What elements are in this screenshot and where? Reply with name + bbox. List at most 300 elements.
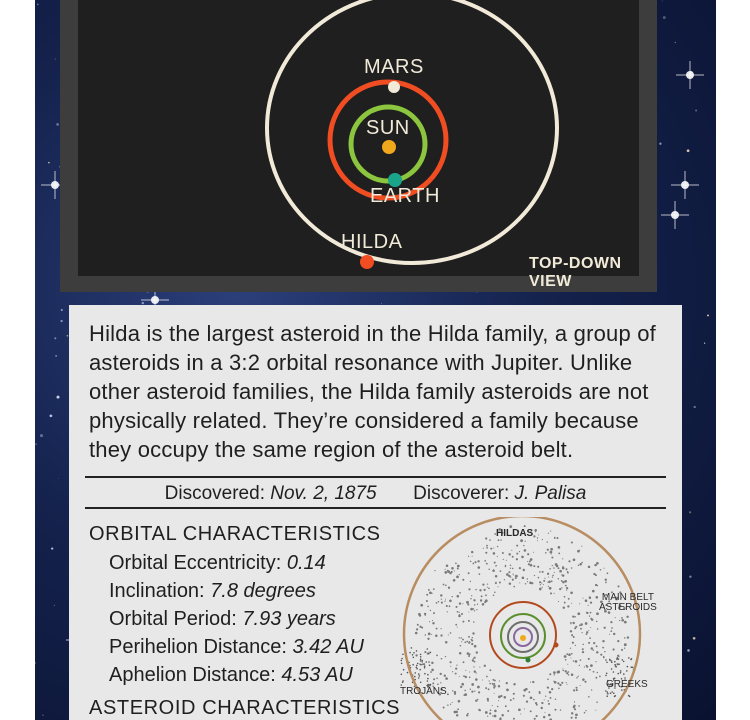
asteroid-dot — [489, 539, 491, 541]
asteroid-dot — [571, 712, 573, 714]
asteroid-dot — [551, 580, 553, 582]
sun-dot — [382, 140, 396, 154]
asteroid-dot — [454, 693, 456, 695]
asteroid-dot — [486, 545, 488, 547]
asteroid-dot — [563, 668, 564, 669]
asteroid-dot — [512, 579, 514, 581]
asteroid-dot — [535, 531, 536, 532]
star — [36, 444, 37, 445]
asteroid-dot — [554, 593, 555, 594]
asteroid-dot — [436, 654, 438, 656]
asteroid-dot — [441, 602, 443, 604]
asteroid-dot — [477, 560, 479, 562]
asteroid-dot — [585, 710, 586, 711]
trojan-dot — [606, 695, 608, 697]
trojan-dot — [417, 663, 419, 665]
asteroid-dot — [557, 671, 560, 674]
asteroid-dot — [526, 700, 528, 702]
asteroid-dot — [540, 584, 541, 585]
trojan-dot — [627, 666, 629, 668]
asteroid-dot — [588, 696, 590, 698]
asteroid-dot — [500, 539, 502, 541]
asteroid-dot — [470, 688, 471, 689]
asteroid-dot — [520, 539, 523, 542]
asteroid-dot — [566, 587, 568, 589]
star — [51, 548, 53, 550]
trojan-dot — [620, 670, 622, 672]
earth-dot-small — [526, 658, 531, 663]
trojan-dot — [628, 695, 630, 697]
asteroid-dot — [624, 637, 625, 638]
star — [687, 649, 690, 652]
asteroid-dot — [530, 682, 531, 683]
star — [694, 406, 696, 408]
asteroid-dot — [513, 574, 514, 575]
trojan-dot — [429, 665, 431, 667]
trojan-dot — [402, 654, 404, 656]
star — [662, 0, 663, 1]
asteroid-dot — [621, 619, 624, 622]
asteroid-dot — [566, 672, 568, 674]
asteroid-dot — [432, 620, 433, 621]
asteroid-dot — [571, 673, 572, 674]
asteroid-dot — [579, 665, 580, 666]
asteroid-dot — [548, 580, 551, 583]
asteroid-dot — [589, 669, 591, 671]
star — [56, 396, 59, 399]
asteroid-dot — [447, 611, 448, 612]
star-spike — [661, 201, 689, 229]
asteroid-dot — [574, 616, 576, 618]
asteroid-dot — [464, 690, 466, 692]
divider-bottom — [85, 507, 666, 509]
asteroid-dot — [458, 700, 461, 703]
asteroid-dot — [551, 556, 553, 558]
asteroid-dot — [492, 705, 493, 706]
asteroid-dot — [443, 707, 445, 709]
asteroid-dot — [579, 603, 580, 604]
asteroid-dot — [555, 698, 556, 699]
asteroid-dot — [548, 714, 551, 717]
trojan-dot — [416, 668, 418, 670]
star — [54, 337, 56, 339]
asteroid-dot — [527, 561, 528, 562]
asteroid-dot — [445, 656, 446, 657]
asteroid-dot — [488, 688, 490, 690]
asteroid-dot — [591, 647, 594, 650]
asteroid-dot — [575, 645, 576, 646]
asteroid-dot — [550, 551, 553, 554]
asteroid-dot — [506, 560, 507, 561]
asteroid-dot — [459, 614, 460, 615]
asteroid-dot — [573, 558, 576, 561]
asteroid-dot — [485, 537, 487, 539]
star — [693, 637, 696, 640]
asteroid-dot — [624, 643, 627, 646]
asteroid-dot — [457, 627, 458, 628]
asteroid-dot — [603, 657, 605, 659]
asteroid-dot — [493, 683, 495, 685]
asteroid-dot — [581, 562, 583, 564]
asteroid-dot — [438, 601, 439, 602]
asteroid-dot — [494, 562, 496, 564]
trojan-dot — [418, 677, 420, 679]
mars-label: MARS — [364, 56, 424, 78]
asteroid-dot — [530, 564, 533, 567]
asteroid-dot — [449, 572, 451, 574]
asteroid-dot — [529, 560, 531, 562]
trojan-dot — [632, 667, 634, 669]
asteroid-dot — [515, 575, 518, 578]
asteroid-dot — [426, 600, 428, 602]
asteroid-dot — [450, 666, 451, 667]
asteroid-dot — [559, 588, 561, 590]
asteroid-dot — [468, 642, 470, 644]
asteroid-dot — [537, 537, 538, 538]
asteroid-dot — [590, 601, 592, 603]
asteroid-dot — [450, 600, 452, 602]
asteroid-dot — [578, 564, 580, 566]
asteroid-dot — [621, 649, 623, 651]
asteroid-dot — [575, 660, 578, 663]
star — [689, 576, 691, 578]
trojans-label: TROJANS — [400, 686, 447, 697]
asteroid-dot — [457, 708, 459, 710]
trojan-dot — [427, 674, 429, 676]
asteroid-dot — [560, 709, 561, 710]
asteroid-dot — [447, 693, 449, 695]
description-text: Hilda is the largest asteroid in the Hilda family, a group of asteroids in a 3:2 orbital resonance with Jupiter. Unlike other asteroid families, the Hilda family asteroids are not physically related. They’re considered a family because they occupy the same region of the asteroid belt. — [89, 321, 656, 462]
asteroid-dot — [456, 576, 459, 579]
asteroid-dot — [485, 594, 487, 596]
earth-label: EARTH — [370, 185, 440, 207]
asteroid-dot — [554, 572, 555, 573]
asteroid-dot — [470, 608, 473, 611]
asteroid-dot — [494, 693, 495, 694]
asteroid-dot — [619, 620, 620, 621]
asteroid-dot — [427, 606, 429, 608]
asteroid-dot — [574, 701, 575, 702]
asteroid-dot — [588, 630, 589, 631]
asteroid-dot — [562, 581, 564, 583]
asteroid-dot — [457, 565, 460, 568]
asteroid-dot — [464, 641, 466, 643]
asteroid-dot — [561, 574, 562, 575]
asteroid-dot — [550, 592, 552, 594]
asteroid-dot — [428, 589, 430, 591]
main-belt-label-line1: MAIN BELT — [601, 592, 654, 603]
asteroid-dot — [445, 641, 448, 644]
star — [704, 343, 705, 344]
asteroid-dot — [425, 614, 426, 615]
asteroid-dot — [557, 537, 559, 539]
asteroid-dot — [552, 575, 554, 577]
asteroid-dot — [428, 633, 431, 636]
asteroid-dot — [512, 556, 514, 558]
asteroid-dot — [571, 603, 572, 604]
asteroid-dot — [548, 533, 549, 534]
asteroid-dot — [443, 584, 445, 586]
trojan-dot — [414, 676, 416, 678]
asteroid-dot — [498, 700, 499, 701]
divider-top — [85, 476, 666, 478]
trojan-dot — [623, 673, 625, 675]
asteroid-dot — [591, 690, 592, 691]
asteroid-dot — [432, 622, 434, 624]
asteroid-dot — [455, 668, 457, 670]
asteroid-dot — [605, 690, 607, 692]
asteroid-dot — [607, 572, 609, 574]
asteroid-dot — [498, 685, 500, 687]
asteroid-dot — [479, 589, 481, 591]
asteroid-dot — [547, 549, 549, 551]
asteroid-dot — [561, 587, 562, 588]
asteroid-dot — [617, 655, 619, 657]
asteroid-dot — [473, 666, 474, 667]
asteroid-dot — [570, 648, 571, 649]
asteroid-dot — [528, 563, 530, 565]
asteroid-dot — [479, 667, 480, 668]
asteroid-dot — [544, 578, 545, 579]
asteroid-dot — [570, 592, 573, 595]
asteroid-dot — [610, 621, 612, 623]
asteroid-dot — [433, 612, 435, 614]
asteroid-dot — [468, 655, 470, 657]
asteroid-dot — [589, 615, 590, 616]
asteroid-dot — [507, 710, 509, 712]
orbital-value: 4.53 AU — [281, 664, 353, 686]
discovery-row — [69, 483, 682, 505]
asteroid-dot — [565, 659, 567, 661]
trojan-dot — [427, 678, 429, 680]
orbital-row — [109, 608, 336, 631]
asteroid-dot — [475, 699, 477, 701]
asteroid-dot — [561, 580, 563, 582]
asteroid-dot — [477, 604, 478, 605]
asteroid-dot — [460, 686, 462, 688]
asteroid-dot — [492, 569, 495, 572]
asteroid-dot — [485, 552, 487, 554]
asteroid-dot — [473, 621, 475, 623]
trojan-dot — [407, 672, 409, 674]
asteroid-dot — [415, 654, 417, 656]
asteroid-dot — [552, 565, 553, 566]
asteroid-dot — [554, 681, 557, 684]
asteroid-dot — [570, 657, 571, 658]
asteroid-dot — [580, 685, 581, 686]
asteroid-dot — [613, 648, 615, 650]
asteroid-dot — [530, 710, 532, 712]
info-panel — [69, 305, 682, 720]
asteroid-dot — [415, 632, 418, 635]
asteroid-dot — [484, 665, 486, 667]
asteroid-dot — [455, 562, 457, 564]
asteroid-dot — [459, 592, 461, 594]
asteroid-dot — [489, 683, 491, 685]
asteroid-dot — [626, 616, 628, 618]
asteroid-dot — [596, 621, 598, 623]
asteroid-dot — [566, 590, 567, 591]
asteroid-dot — [585, 599, 588, 602]
asteroid-dot — [457, 611, 459, 613]
asteroid-dot — [576, 677, 578, 679]
asteroid-dot — [547, 686, 549, 688]
asteroid-dot — [471, 639, 472, 640]
trojan-dot — [414, 672, 416, 674]
asteroid-dot — [576, 689, 578, 691]
asteroid-dot — [469, 653, 471, 655]
star — [56, 123, 59, 126]
asteroid-dot — [463, 694, 465, 696]
asteroid-dot — [510, 699, 512, 701]
asteroid-dot — [595, 677, 597, 679]
asteroid-dot — [482, 679, 483, 680]
asteroid-dot — [469, 677, 471, 679]
asteroid-dot — [468, 636, 470, 638]
asteroid-dot — [506, 689, 509, 692]
main-belt-label — [599, 593, 657, 613]
asteroid-dot — [416, 628, 418, 630]
asteroid-dot — [590, 627, 591, 628]
asteroid-dot — [471, 683, 474, 686]
asteroid-dot — [487, 583, 488, 584]
star — [707, 314, 709, 316]
asteroid-dot — [547, 679, 549, 681]
asteroid-dot — [575, 717, 577, 719]
trojan-dot — [614, 661, 616, 663]
asteroid-dot — [580, 628, 582, 630]
asteroid-dot — [565, 585, 567, 587]
asteroid-dot — [605, 582, 607, 584]
asteroid-dot — [544, 712, 545, 713]
asteroid-dot — [589, 596, 591, 598]
star — [48, 162, 50, 164]
asteroid-dot — [588, 642, 590, 644]
asteroid-dot — [524, 525, 526, 527]
trojan-dot — [402, 680, 404, 682]
asteroid-dot — [499, 680, 500, 681]
asteroid-dot — [510, 565, 512, 567]
asteroid-dot — [495, 582, 496, 583]
asteroid-dot — [498, 539, 500, 541]
asteroid-dot — [566, 653, 568, 655]
asteroid-dot — [489, 712, 491, 714]
star — [663, 16, 666, 19]
asteroid-dot — [436, 678, 438, 680]
trojan-dot — [631, 658, 633, 660]
asteroid-dot — [559, 684, 561, 686]
trojan-dot — [626, 670, 628, 672]
trojan-dot — [631, 666, 633, 668]
asteroid-dot — [523, 569, 525, 571]
asteroid-dot — [436, 628, 438, 630]
asteroid-dot — [516, 558, 518, 560]
asteroid-dot — [513, 698, 515, 700]
asteroid-dot — [627, 636, 629, 638]
asteroid-dot — [537, 540, 538, 541]
asteroid-dot — [430, 610, 431, 611]
asteroid-dot — [474, 561, 476, 563]
star — [381, 303, 382, 304]
asteroid-dot — [617, 585, 619, 587]
hilda-dot — [360, 255, 374, 269]
asteroid-dot — [470, 598, 471, 599]
trojan-dot — [611, 691, 613, 693]
asteroid-dot — [489, 680, 490, 681]
asteroid-dot — [472, 632, 474, 634]
orbital-heading: ORBITAL CHARACTERISTICS — [89, 523, 381, 545]
asteroid-dot — [452, 596, 453, 597]
asteroid-dot — [597, 585, 598, 586]
asteroid-dot — [574, 627, 576, 629]
asteroid-dot — [539, 581, 541, 583]
asteroid-dot — [604, 651, 605, 652]
star-spike — [671, 171, 699, 199]
asteroid-dot — [431, 634, 432, 635]
asteroid-dot — [543, 584, 544, 585]
asteroid-dot — [549, 673, 551, 675]
asteroid-dot — [418, 613, 421, 616]
asteroid-dot — [603, 568, 604, 569]
asteroid-dot — [467, 713, 469, 715]
asteroid-dot — [461, 613, 463, 615]
orbital-row — [109, 636, 364, 659]
asteroid-dot — [593, 649, 595, 651]
asteroid-dot — [483, 589, 485, 591]
trojan-dot — [424, 673, 426, 675]
asteroid-dot — [568, 560, 570, 562]
asteroid-dot — [445, 599, 446, 600]
asteroid-dot — [462, 621, 464, 623]
trojan-dot — [623, 661, 625, 663]
asteroid-dot — [558, 546, 561, 549]
asteroid-dot — [456, 714, 458, 716]
trojan-dot — [420, 660, 422, 662]
asteroid-dot — [523, 545, 524, 546]
asteroid-dot — [516, 545, 518, 547]
asteroid-dot — [441, 598, 442, 599]
asteroid-dot — [579, 550, 580, 551]
top-down-view-label: TOP-DOWN VIEW — [529, 255, 622, 290]
asteroid-dot — [487, 587, 488, 588]
star — [42, 715, 43, 716]
asteroid-dot — [441, 628, 442, 629]
asteroid-dot — [481, 595, 483, 597]
asteroid-dot — [452, 702, 453, 703]
asteroid-dot — [466, 641, 468, 643]
trojan-dot — [420, 658, 422, 660]
asteroid-dot — [476, 609, 477, 610]
star — [35, 662, 36, 663]
trojan-dot — [605, 659, 607, 661]
asteroid-dot — [475, 589, 476, 590]
asteroid-dot — [592, 590, 595, 593]
asteroid-dot — [571, 634, 573, 636]
asteroid-dot — [566, 682, 567, 683]
asteroid-dot — [554, 709, 556, 711]
asteroid-dot — [557, 682, 559, 684]
asteroid-dot — [600, 569, 602, 571]
asteroid-dot — [530, 558, 533, 561]
asteroid-dot — [441, 658, 443, 660]
star — [54, 605, 55, 606]
star — [695, 110, 697, 112]
asteroid-dot — [470, 581, 471, 582]
asteroid-dot — [513, 683, 515, 685]
asteroid-dot — [504, 579, 505, 580]
asteroid-dot — [465, 676, 467, 678]
asteroid-dot — [566, 568, 568, 570]
